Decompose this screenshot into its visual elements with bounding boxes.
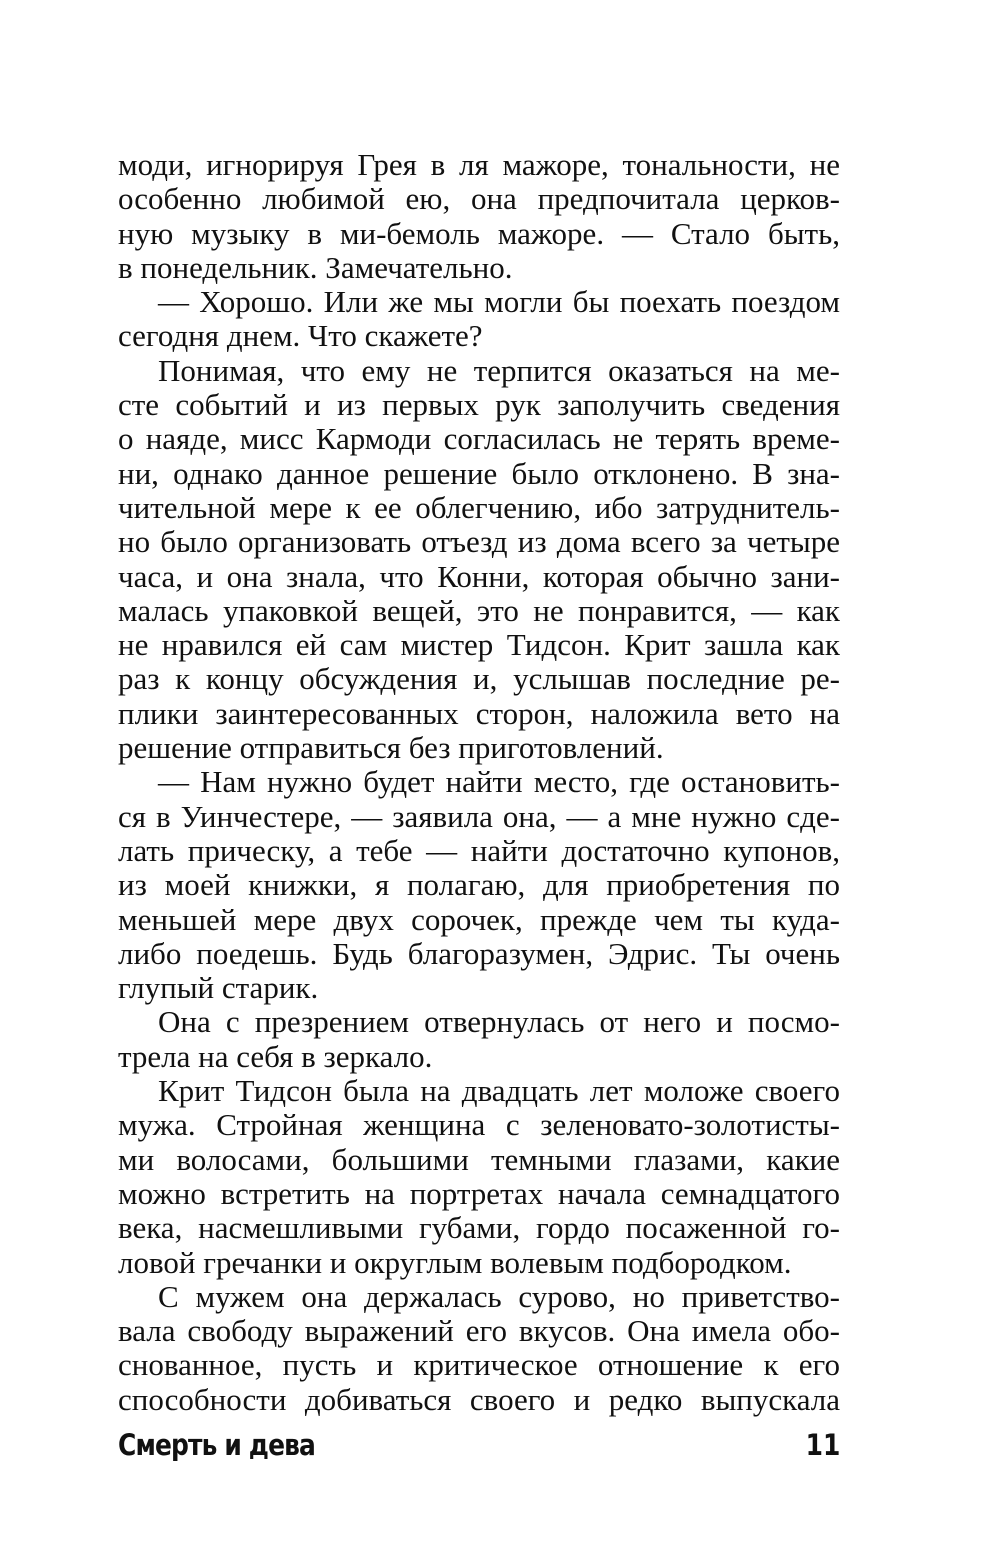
text-line: о наяде, мисс Кармоди согласилась не терять време- (118, 421, 840, 457)
text-line: Понимая, что ему не терпится оказаться на ме- (158, 352, 840, 388)
text-line: — Нам нужно будет найти место, где остановить- (158, 764, 840, 800)
text-line: века, насмешливыми губами, гордо посаженной го- (118, 1210, 840, 1246)
text-line: можно встретить на портретах начала семнадцатого (118, 1175, 840, 1211)
text-line: С мужем она держалась сурово, но приветство- (158, 1278, 840, 1314)
running-footer-title: Смерть и дева (118, 1428, 316, 1462)
text-line: особенно любимой ею, она предпочитала церков- (118, 181, 840, 217)
text-line: раз к концу обсуждения и, услышав последние ре- (118, 661, 840, 697)
text-line: в понедельник. Замечательно. (118, 249, 513, 285)
text-line: сегодня днем. Что скажете? (118, 318, 483, 354)
text-line: но было организовать отъезд из дома всего за четыре (118, 524, 840, 560)
text-line: ни, однако данное решение было отклонено. В зна- (118, 455, 840, 491)
text-line: Она с презрением отвернулась от него и посмо- (158, 1004, 840, 1040)
text-line: ловой гречанки и округлым волевым подбородком. (118, 1244, 792, 1280)
text-line: сте событий и из первых рук заполучить сведения (118, 387, 840, 423)
text-line: часа, и она знала, что Конни, которая обычно зани- (118, 558, 840, 594)
text-line: моди, игнорируя Грея в ля мажоре, тональности, не (118, 147, 840, 182)
text-line: вала свободу выражений его вкусов. Она имела обо- (118, 1313, 840, 1349)
text-line: из моей книжки, я полагаю, для приобретения по (118, 867, 840, 903)
text-line: Крит Тидсон была на двадцать лет моложе своего (158, 1073, 840, 1109)
text-line: не нравился ей сам мистер Тидсон. Крит зашла как (118, 627, 840, 663)
text-line: трела на себя в зеркало. (118, 1038, 433, 1074)
text-line: либо поедешь. Будь благоразумен, Эдрис. Ты очень (118, 935, 840, 971)
text-line: снованное, пусть и критическое отношение к его (118, 1347, 840, 1383)
text-line: меньшей мере двух сорочек, прежде чем ты куда- (118, 901, 840, 937)
body-text (118, 148, 840, 1417)
text-line: способности добиваться своего и редко выпускала (118, 1381, 840, 1417)
text-line: глупый старик. (118, 970, 319, 1006)
text-line: плики заинтересованных сторон, наложила вето на (118, 695, 840, 731)
text-line: лать прическу, а тебе — найти достаточно купонов, (118, 832, 840, 868)
text-line: ся в Уинчестере, — заявила она, — а мне нужно сде- (118, 798, 840, 834)
text-line: — Хорошо. Или же мы могли бы поехать поездом (158, 284, 840, 320)
text-line: ми волосами, большими темными глазами, какие (118, 1141, 840, 1177)
text-line: решение отправиться без приготовлений. (118, 730, 664, 766)
text-line: мужа. Стройная женщина с зеленовато-золотисты- (118, 1107, 840, 1143)
page-number: 11 (805, 1428, 840, 1462)
text-line: малась упаковкой вещей, это не понравится, — как (118, 592, 840, 628)
text-line: чительной мере к ее облегчению, ибо затруднитель- (118, 489, 840, 525)
text-line: ную музыку в ми-бемоль мажоре. — Стало быть, (118, 215, 840, 251)
